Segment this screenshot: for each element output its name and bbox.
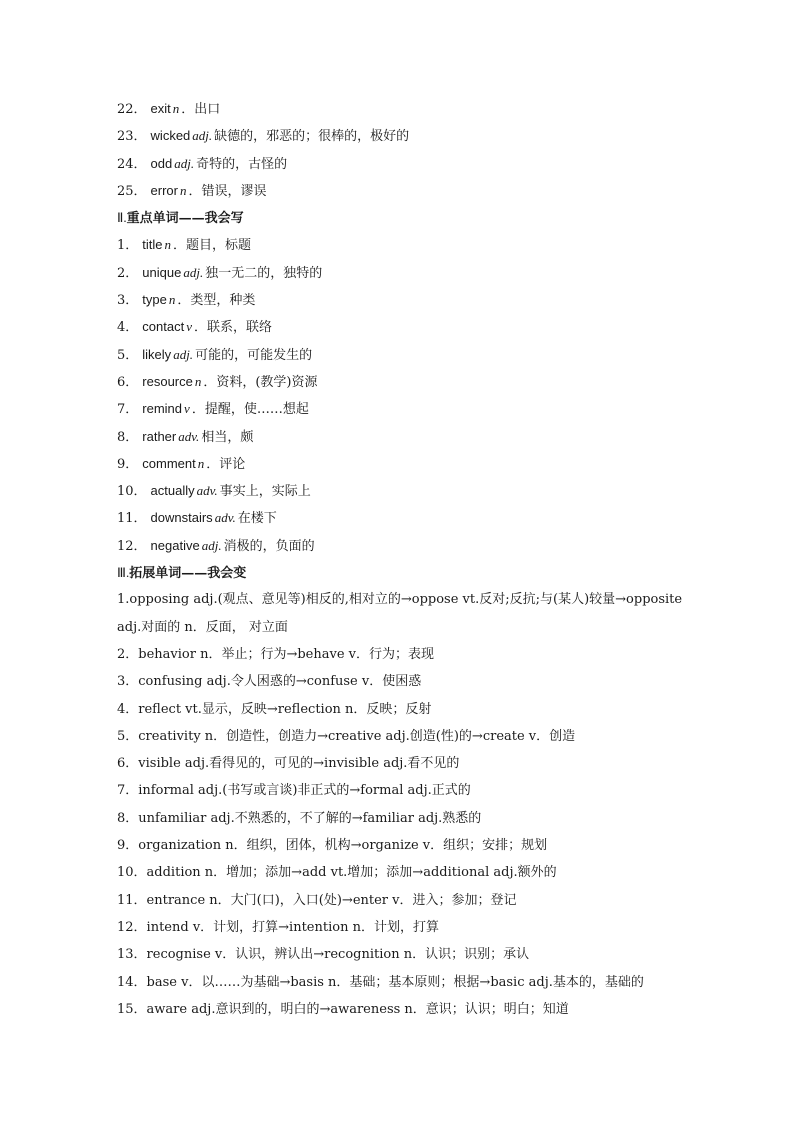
derivation-entry: 1.opposing adj.(观点、意见等)相反的,相对立的→oppose vt.反对;反抗;与(某人)较量→opposite adj.对面的 n．反面， 对立面 [117, 592, 683, 635]
vocab-entry-24: 24． odd adj. 奇特的，古怪的 [117, 155, 288, 172]
vocab-entry: 2． unique adj. 独一无二的，独特的 [117, 264, 323, 281]
derivation-entry: 2．behavior n．举止；行为→behave v．行为；表现 [117, 646, 435, 662]
vocab-entry: 5． likely adj. 可能的，可能发生的 [117, 346, 313, 363]
vocab-entry: 3． type n ．类型，种类 [117, 292, 256, 309]
derivation-entry: 6．visible adj.看得见的，可见的→invisible adj.看不见的 [117, 756, 460, 772]
derivation-entry: 14．base v．以……为基础→basis n．基础；基本原则；根据→basic adj.基本的，基础的 [117, 974, 644, 990]
derivation-entry: 10．addition n．增加；添加→add vt.增加；添加→additional adj.额外的 [117, 865, 557, 881]
derivation-entry: 4．reflect vt.显示，反映→reflection n．反映；反射 [117, 701, 432, 717]
vocab-entry: 1． title n ．题目，标题 [117, 237, 252, 254]
derivation-entry: 8．unfamiliar adj.不熟悉的，不了解的→familiar adj.熟悉的 [117, 810, 482, 826]
section-heading-key-words: Ⅱ.重点单词——我会写 [117, 210, 244, 227]
vocab-entry: 8． rather adv. 相当，颇 [117, 428, 254, 445]
derivation-entry: 12．intend v．计划，打算→intention n．计划，打算 [117, 919, 439, 935]
derivation-entry: 7．informal adj.(书写或言谈)非正式的→formal adj.正式的 [117, 783, 471, 799]
vocab-entry: 10． actually adv. 事实上，实际上 [117, 483, 311, 500]
vocab-entry: 7． remind v ．提醒，使……想起 [117, 401, 309, 418]
derivation-entry: 11．entrance n．大门(口)，入口(处)→enter v．进入；参加；登记 [117, 892, 517, 908]
vocab-entry-22: 22． exit n ．出口 [117, 101, 221, 117]
vocab-entry: 11． downstairs adv. 在楼下 [117, 510, 277, 527]
derivation-entry: 15．aware adj.意识到的，明白的→awareness n．意识；认识；明白；知道 [117, 1001, 569, 1017]
section-heading-extended-words: Ⅲ.拓展单词——我会变 [117, 565, 247, 582]
derivation-entry: 9．organization n．组织，团体，机构→organize v．组织；安排；规划 [117, 838, 548, 854]
derivation-entry: 13．recognise v．认识，辨认出→recognition n．认识；识别；承认 [117, 947, 530, 963]
vocab-entry: 9． comment n ．评论 [117, 455, 246, 472]
vocab-entry: 12． negative adj. 消极的，负面的 [117, 537, 315, 554]
vocab-entry: 6． resource n ．资料，(教学)资源 [117, 373, 318, 390]
vocab-entry-25: 25． error n ．错误，谬误 [117, 182, 267, 199]
vocabulary-list [117, 95, 687, 1023]
derivation-entry: 5．creativity n．创造性，创造力→creative adj.创造(性)的→create v．创造 [117, 728, 576, 744]
vocab-entry-23: 23． wicked adj. 缺德的，邪恶的；很棒的，极好的 [117, 128, 410, 145]
vocab-entry: 4． contact v ．联系，联络 [117, 319, 272, 336]
derivation-entry: 3．confusing adj.令人困惑的→confuse v．使困惑 [117, 674, 422, 690]
